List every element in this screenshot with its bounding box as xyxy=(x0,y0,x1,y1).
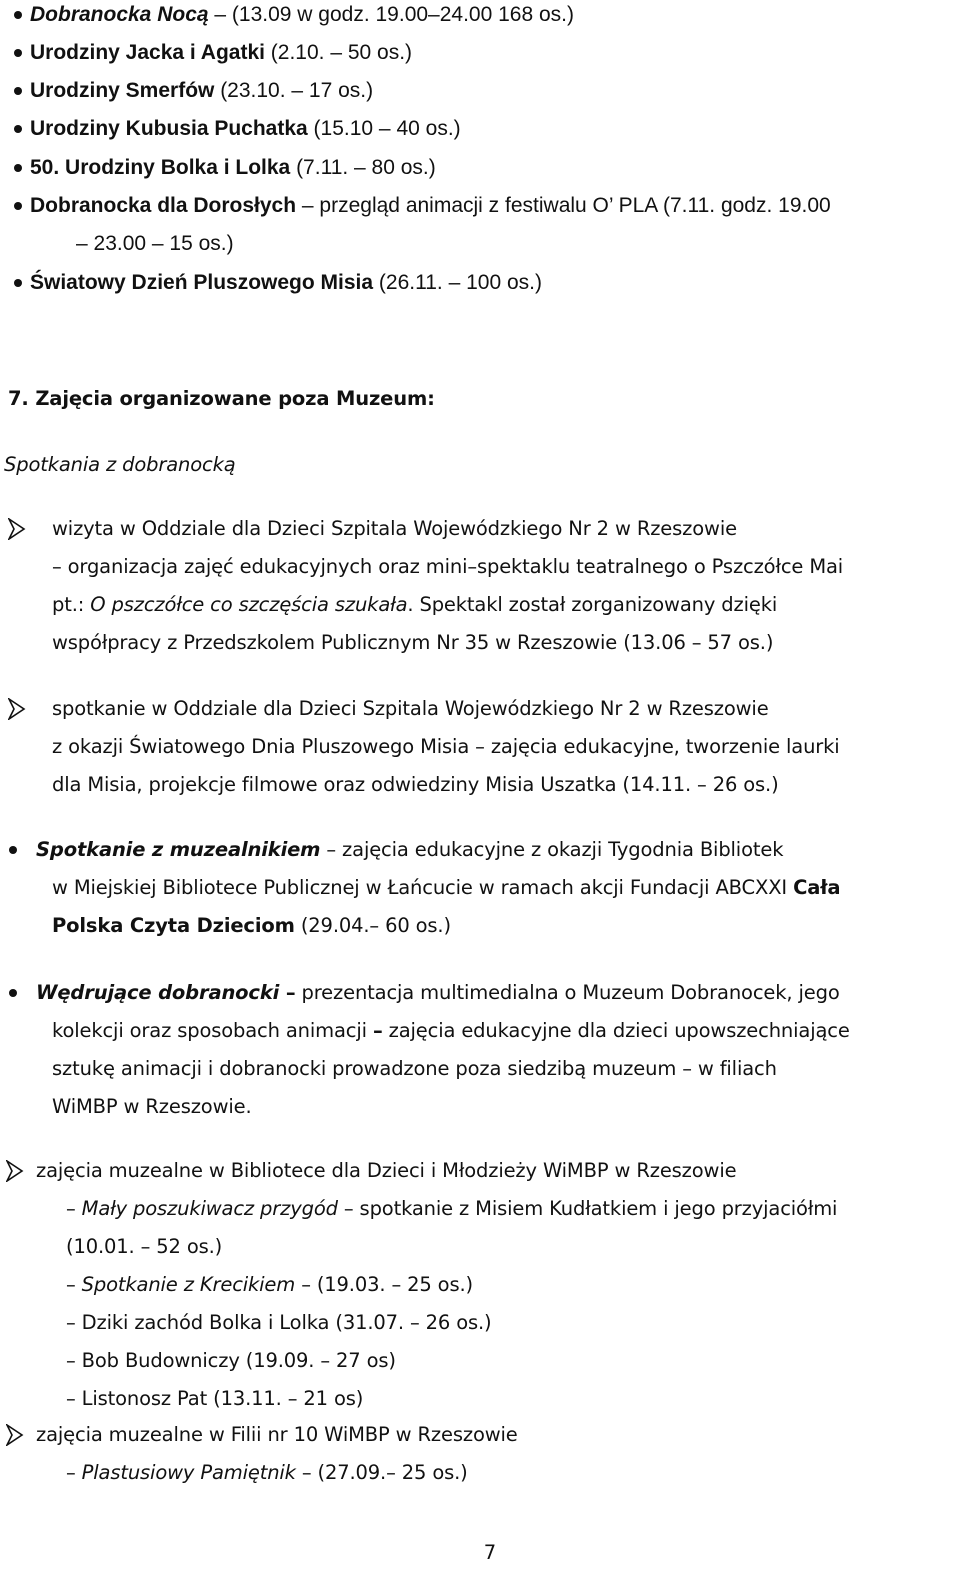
list-item-continuation: (10.01. – 52 os.) xyxy=(66,1235,223,1258)
bullet-icon xyxy=(9,989,17,997)
bullet-icon xyxy=(14,125,22,133)
paragraph-line: spotkanie w Oddziale dla Dzieci Szpitala Wojewódzkiego Nr 2 w Rzeszowie xyxy=(52,697,769,720)
list-item: Światowy Dzień Pluszowego Misia (26.11. – 100 os.) xyxy=(30,271,542,294)
paragraph-line: pt.: O pszczółce co szczęścia szukała. Spektakl został zorganizowany dzięki xyxy=(52,593,778,616)
arrow-bullet-icon xyxy=(6,1424,24,1446)
paragraph-line: współpracy z Przedszkolem Publicznym Nr 35 w Rzeszowie (13.06 – 57 os.) xyxy=(52,631,774,654)
list-item: – Spotkanie z Krecikiem – (19.03. – 25 os.) xyxy=(66,1273,473,1296)
list-item: Urodziny Kubusia Puchatka (15.10 – 40 os.) xyxy=(30,117,461,140)
bullet-icon xyxy=(14,49,22,57)
list-item: – Mały poszukiwacz przygód – spotkanie z Misiem Kudłatkiem i jego przyjaciółmi xyxy=(66,1197,838,1220)
bullet-icon xyxy=(14,202,22,210)
paragraph-line: wizyta w Oddziale dla Dzieci Szpitala Wojewódzkiego Nr 2 w Rzeszowie xyxy=(52,517,737,540)
paragraph-line: dla Misia, projekcje filmowe oraz odwiedziny Misia Uszatka (14.11. – 26 os.) xyxy=(52,773,779,796)
paragraph-line: Spotkanie z muzealnikiem – zajęcia edukacyjne z okazji Tygodnia Bibliotek xyxy=(36,838,784,861)
list-item: – Plastusiowy Pamiętnik – (27.09.– 25 os.) xyxy=(66,1461,468,1484)
paragraph-line: Wędrujące dobranocki – prezentacja multimedialna o Muzeum Dobranocek, jego xyxy=(36,981,840,1004)
bullet-icon xyxy=(14,279,22,287)
paragraph-line: w Miejskiej Bibliotece Publicznej w Łańcucie w ramach akcji Fundacji ABCXXI Cała xyxy=(52,876,841,899)
paragraph-line: z okazji Światowego Dnia Pluszowego Misia – zajęcia edukacyjne, tworzenie laurki xyxy=(52,735,840,758)
list-heading: zajęcia muzealne w Bibliotece dla Dzieci i Młodzieży WiMBP w Rzeszowie xyxy=(36,1159,737,1182)
list-item: – Listonosz Pat (13.11. – 21 os) xyxy=(66,1387,364,1410)
list-item: – Dziki zachód Bolka i Lolka (31.07. – 26 os.) xyxy=(66,1311,492,1334)
paragraph-line: WiMBP w Rzeszowie. xyxy=(52,1095,252,1118)
arrow-bullet-icon xyxy=(6,1160,24,1182)
list-item: Dobranocka dla Dorosłych – przegląd animacji z festiwalu O’ PLA (7.11. godz. 19.00 xyxy=(30,194,831,217)
list-heading: zajęcia muzealne w Filii nr 10 WiMBP w Rzeszowie xyxy=(36,1423,518,1446)
paragraph-line: Polska Czyta Dzieciom (29.04.– 60 os.) xyxy=(52,914,451,937)
list-item: – Bob Budowniczy (19.09. – 27 os) xyxy=(66,1349,396,1372)
list-item-continuation: – 23.00 – 15 os.) xyxy=(76,232,234,255)
paragraph-line: kolekcji oraz sposobach animacji – zajęcia edukacyjne dla dzieci upowszechniające xyxy=(52,1019,850,1042)
arrow-bullet-icon xyxy=(8,698,26,720)
page-number: 7 xyxy=(483,1541,497,1564)
section-heading: 7. Zajęcia organizowane poza Muzeum: xyxy=(8,387,435,410)
bullet-icon xyxy=(14,11,22,19)
list-item: Dobranocka Nocą – (13.09 w godz. 19.00–24.00 168 os.) xyxy=(30,3,574,26)
arrow-bullet-icon xyxy=(8,518,26,540)
paragraph-line: sztukę animacji i dobranocki prowadzone poza siedzibą muzeum – w filiach xyxy=(52,1057,777,1080)
list-item: 50. Urodziny Bolka i Lolka (7.11. – 80 os.) xyxy=(30,156,436,179)
list-item: Urodziny Jacka i Agatki (2.10. – 50 os.) xyxy=(30,41,413,64)
list-item: Urodziny Smerfów (23.10. – 17 os.) xyxy=(30,79,374,102)
bullet-icon xyxy=(14,87,22,95)
paragraph-line: – organizacja zajęć edukacyjnych oraz mini–spektaklu teatralnego o Pszczółce Mai xyxy=(52,555,844,578)
subheading: Spotkania z dobranocką xyxy=(4,453,236,476)
bullet-icon xyxy=(14,164,22,172)
bullet-icon xyxy=(9,846,17,854)
